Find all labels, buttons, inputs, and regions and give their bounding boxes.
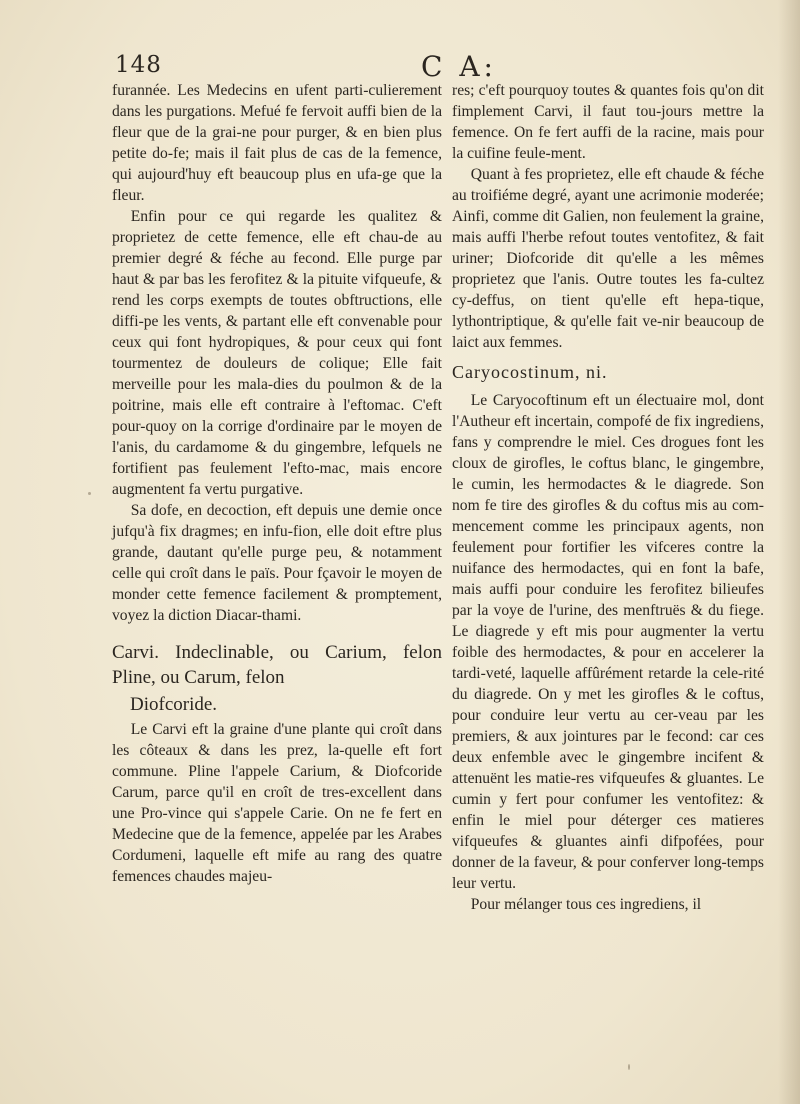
page-number: 148 — [115, 52, 162, 78]
entry-heading-carvi: Carvi. Indeclinable, ou Carium, felon Pline, ou Carum, felon — [112, 642, 442, 688]
running-head: C A: — [421, 50, 497, 83]
right-paragraph-3: Le Caryocoftinum eft un électuaire mol, dont l'Autheur eft incertain, compofé de fix ingrediens, fans y comprendre le miel. Ces drogues font les cloux de girofles, le coftus blanc, le gingembre, le cumin, les hermodactes & le diagrede. Son nom fe tire des girofles & du coftus mis au com-mencement comme les principaux agents, non feulement pour fortifier les vifceres contre la nuifance des hermodactes, qui en font la bafe, mais auffi pour conduire les ferofitez bilieufes par la voye de l'urine, des menftruës & du fiege. Le diagrede y eft mis pour augmenter la vertu foible des hermodactes, & pour en accelerer la tardi-veté, laquelle affûrément retarde la cele-rité du diagrede. On y met les girofles & le coftus, pour conduire leur vertu au cer-veau par les premiers, & aux jointures par le fecond: car ces deux enfemble avec le gingembre incifent & attenuënt les matie-res vifqueufes & gluantes. Le cumin y fert pour confumer les ventofitez: & enfin le miel pour déterger ces matieres vifqueufes & gluantes ainfi difpofées, pour donner de la faveur, & pour conferver long-temps leur vertu. — [452, 392, 764, 892]
right-paragraph-4: Pour mélanger tous ces ingrediens, il — [470, 896, 702, 913]
entry-heading-carvi-continued: Diofcoride. — [130, 694, 218, 715]
page-header — [115, 50, 675, 84]
paper-speck — [88, 492, 91, 495]
left-paragraph-3: Sa dofe, en decoction, eft depuis une demie once jufqu'à fix dragmes; en infu-fion, elle doit eftre plus grande, dautant qu'elle purge peu, & notamment celle qui croît dans le païs. Pour fçavoir le moyen de monder cette femence facilement & promptement, voyez la diction Diacar-thami. — [112, 502, 442, 624]
paper-speck — [628, 1064, 630, 1070]
right-paragraph-1: res; c'eft pourquoy toutes & quantes fois qu'on dit fimplement Carvi, il faut tou-jours mettre la femence. On fe fert auffi de la racine, mais pour la cuifine feule-ment. — [452, 82, 764, 162]
right-column — [452, 80, 764, 915]
page-gutter-shadow — [778, 0, 800, 1104]
left-paragraph-1: furannée. Les Medecins en ufent parti-culierement dans les purgations. Mefué fe fervoit auffi bien de la fleur que de la grai-ne pour purger, & en bien plus petite do-fe; mais il fait plus de cas de la femence, qui aujourd'huy eft beaucoup plus en ufa-ge que la fleur. — [112, 82, 442, 204]
entry-heading-caryocostinum: Caryocostinum, ni. — [452, 362, 608, 382]
left-column — [112, 80, 442, 887]
left-paragraph-4: Le Carvi eft la graine d'une plante qui croît dans les côteaux & dans les prez, la-quelle eft fort commune. Pline l'appele Carium, & Diofcoride Carum, parce qu'il en croît de tres-excellent dans une Pro-vince qui s'appele Carie. On ne fe fert en Medecine que de la femence, appelée par les Arabes Cordumeni, laquelle eft mife au rang des quatre femences chaudes majeu- — [112, 721, 442, 885]
paper-speck — [400, 745, 403, 747]
right-paragraph-2: Quant à fes proprietez, elle eft chaude & féche au troifiéme degré, ayant une acrimonie moderée; Ainfi, comme dit Galien, non feulement la graine, mais auffi l'herbe refout toutes ventofitez, & fait uriner; Diofcoride dit qu'elle a les mêmes proprietez que l'anis. Outre toutes les fa-cultez cy-deffus, on tient qu'elle eft hepa-tique, lythontriptique, & qu'elle fait ve-nir beaucoup de laict aux femmes. — [452, 166, 764, 351]
left-paragraph-2: Enfin pour ce qui regarde les qualitez & proprietez de cette femence, elle eft chau-de au premier degré & féche au fecond. Elle purge par haut & par bas les ferofitez & la pituite vifqueufe, & rend les corps exempts de toutes obftructions, elle diffi-pe les vents, & partant elle eft convenable pour ceux qui font hydropiques, & pour ceux qui font tourmentez de douleurs de colique; Elle fait merveille pour les mala-dies du poulmon & de la poitrine, mais elle eft contraire à l'eftomac. C'eft pour-quoy on la corrige d'ordinaire par le moyen de l'anis, du cardamome & du gingembre, lefquels ne fortifient pas feulement l'efto-mac, mais encore augmentent fa vertu purgative. — [112, 208, 442, 498]
